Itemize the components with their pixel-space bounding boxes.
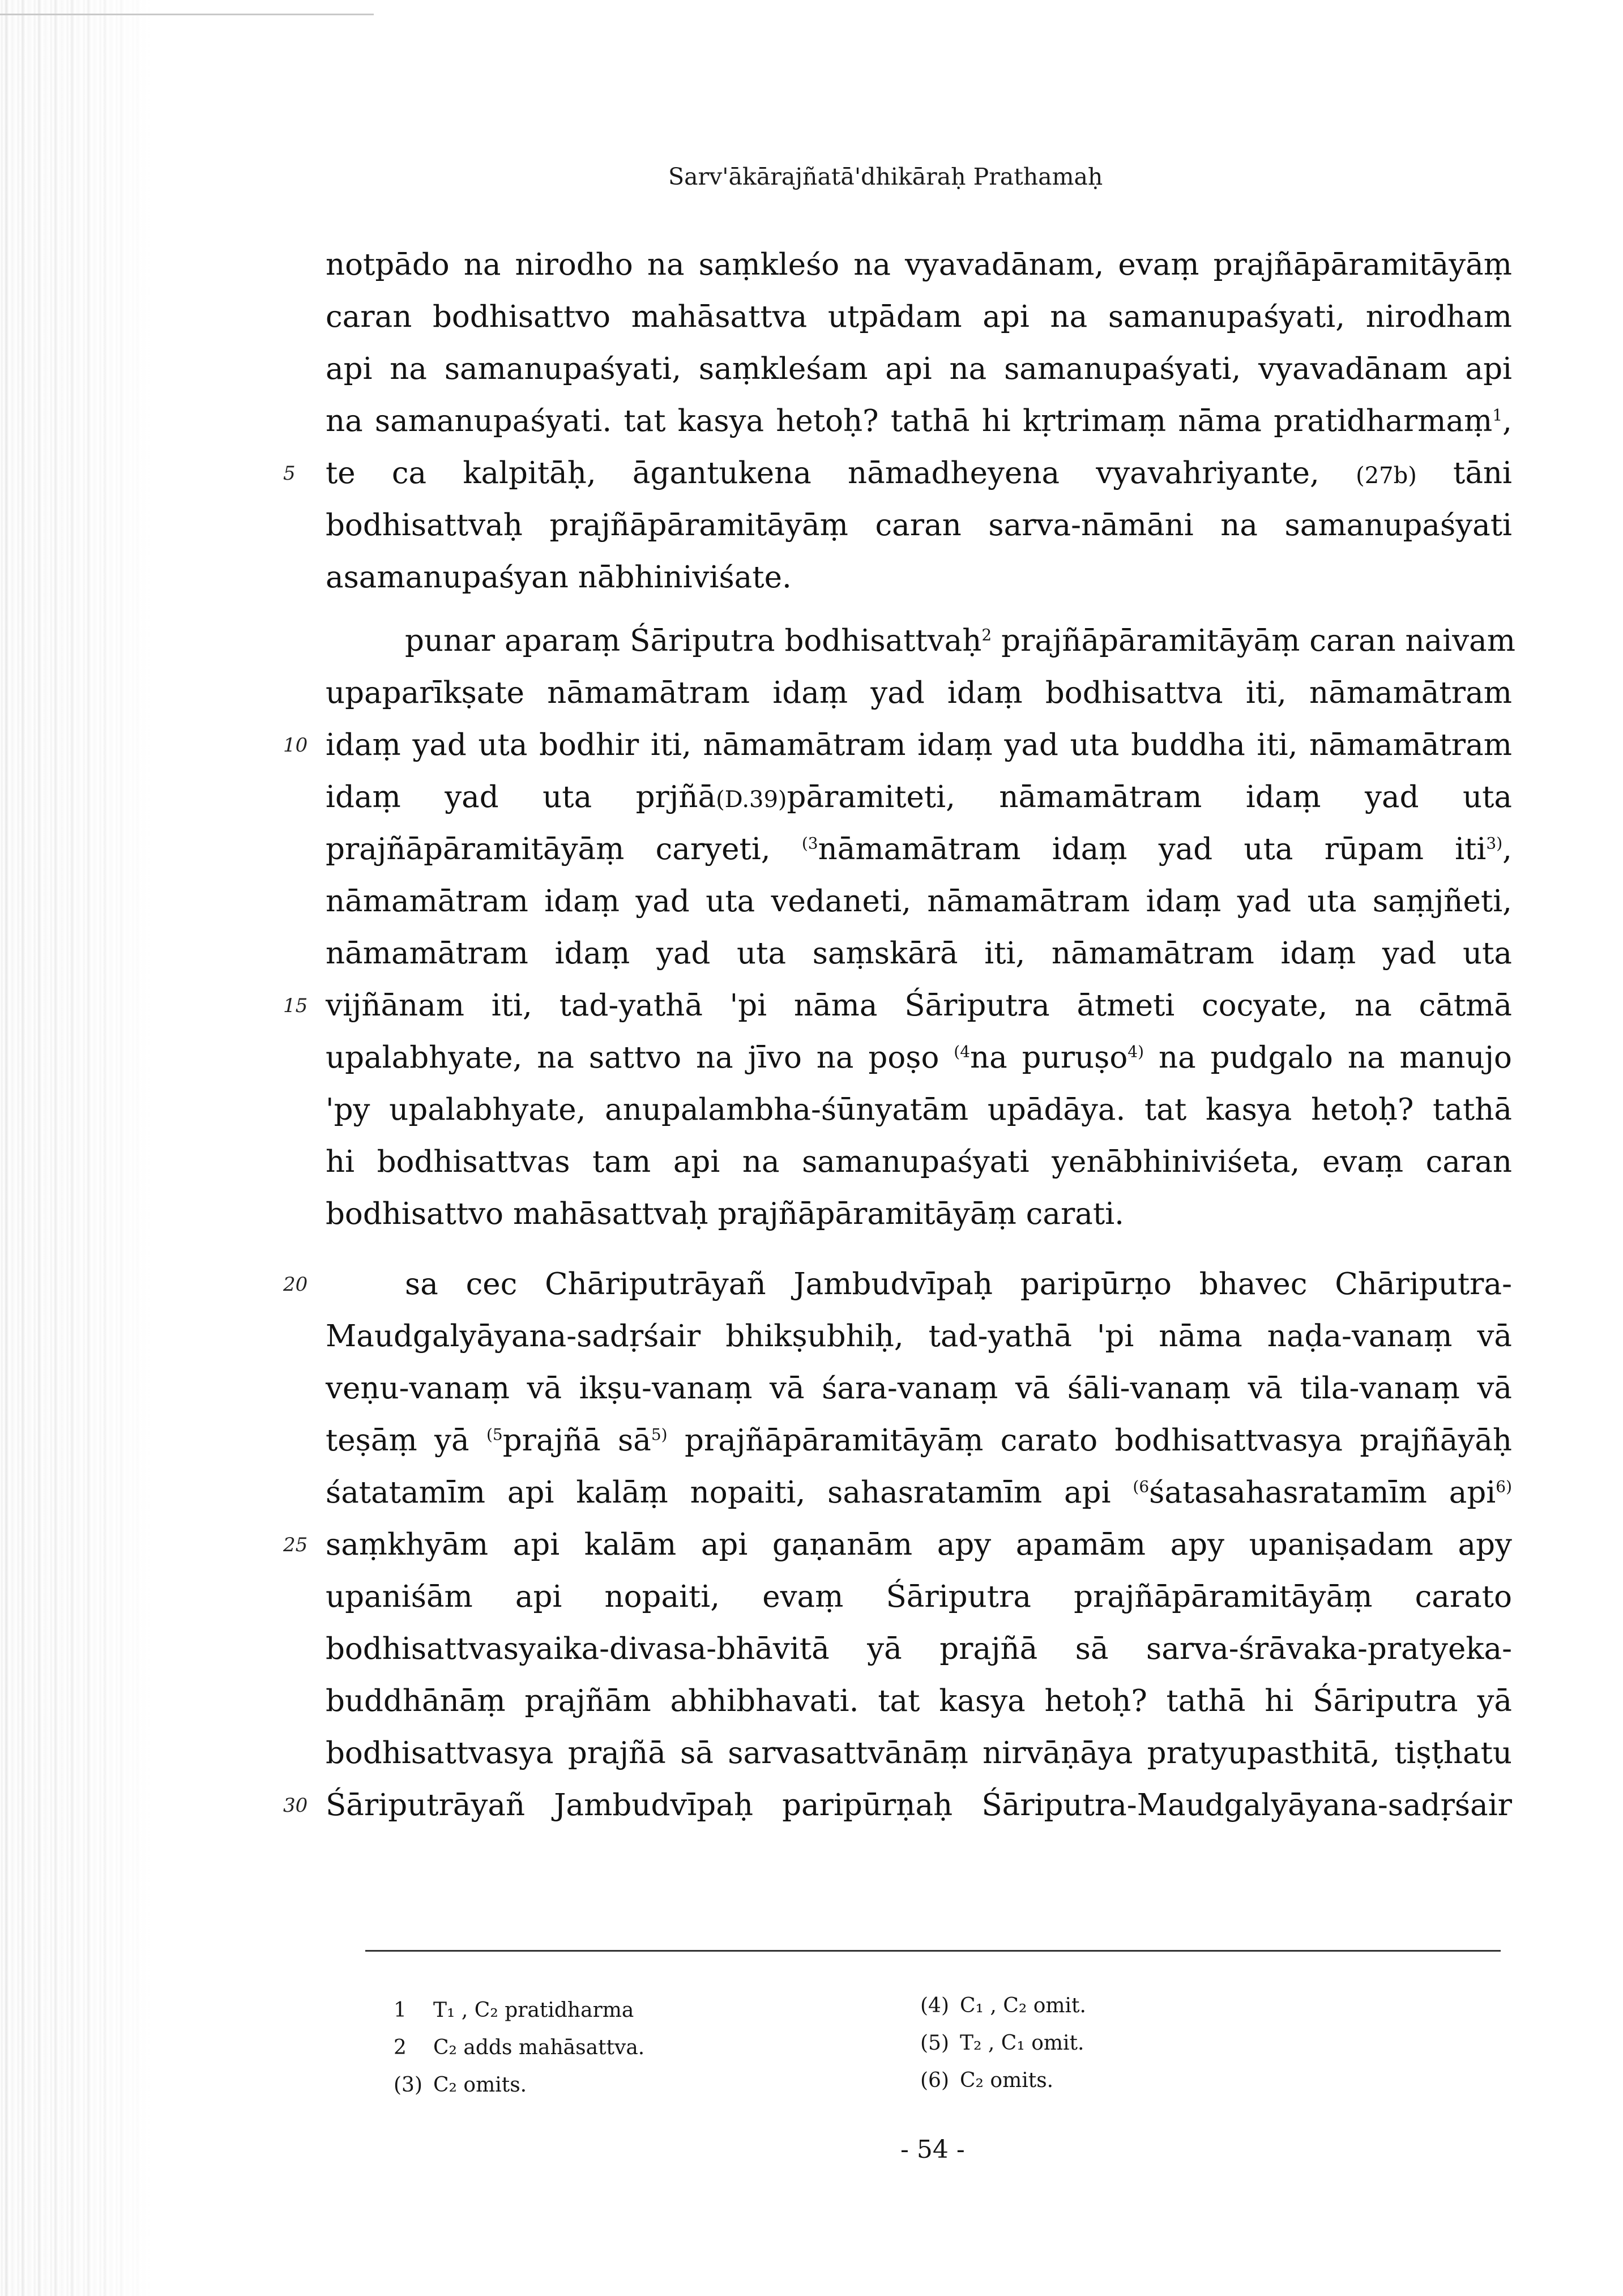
body-line-23-tail: prajñāpāramitāyāṃ carato bodhisattvasya prajñāyāḥ [684,1423,1512,1458]
footnote-4 [920,1989,1086,2023]
body-line-2: caran bodhisattvo mahāsattva utpādam api na samanupaśyati, nirodham [326,300,1512,334]
body-line-22: veṇu-vanaṃ vā ikṣu-vanaṃ vā śara-vanaṃ vā śāli-vanaṃ vā tila-vanaṃ vā [326,1371,1512,1406]
body-line-7: asamanupaśyan nābhiniviśate. [326,560,792,595]
line-number-20: 20 [283,1273,308,1296]
footnote-marker-6-close: 6) [1496,1477,1512,1496]
body-line-24 [326,1467,1512,1519]
body-line-5-text: te ca kalpitāḥ, āgantukena nāmadheyena vyavahriyante, [326,456,1319,490]
body-line-26: upaniśām api nopaiti, evaṃ Śāriputra prajñāpāramitāyāṃ carato [326,1580,1512,1614]
footnote-1-number: 1 [394,1999,407,2022]
body-line-8 [405,615,1515,667]
body-line-16-mid: na puruṣo [970,1040,1128,1075]
body-line-12-tail: nāmamātram idaṃ yad uta rūpam iti [818,832,1487,867]
footnote-5-number: (5) [920,2032,949,2055]
body-line-11 [326,771,1512,823]
body-line-28: buddhānāṃ prajñām abhibhavati. tat kasya hetoḥ? tathā hi Śāriputra yā [326,1684,1512,1718]
body-line-6: bodhisattvaḥ prajñāpāramitāyāṃ caran sarva-nāmāni na samanupaśyati [326,508,1512,543]
footnote-2-number: 2 [394,2036,407,2059]
footnote-marker-2: 2 [981,625,992,645]
footnote-marker-3-close: 3) [1486,834,1503,853]
body-line-29: bodhisattvasya prajñā sā sarvasattvānāṃ nirvāṇāya pratyupasthitā, tiṣṭhatu [326,1736,1512,1770]
footnote-5 [920,2026,1084,2060]
body-line-16-tail: na pudgalo na manujo [1158,1040,1512,1075]
footnote-2-text: C₂ adds mahāsattva. [433,2036,645,2059]
body-line-21: Maudgalyāyana-sadṛśair bhikṣubhiḥ, tad-yathā 'pi nāma naḍa-vanaṃ vā [326,1319,1512,1354]
body-line-3: api na samanupaśyati, saṃkleśam api na samanupaśyati, vyavadānam api [326,352,1512,386]
body-line-23-text: teṣāṃ yā [326,1423,469,1458]
body-line-1: notpādo na nirodho na saṃkleśo na vyavadānam, evaṃ prajñāpāramitāyāṃ [326,247,1512,282]
body-line-9: upaparīkṣate nāmamātram idaṃ yad idaṃ bodhisattva iti, nāmamātram [326,676,1512,710]
folio-ref-27b: (27b) [1356,463,1417,489]
footnote-marker-4-open: (4 [954,1042,971,1061]
line-number-30: 30 [283,1794,308,1817]
footnote-marker-5-open: (5 [486,1425,503,1444]
running-head: Sarv'ākārajñatā'dhikāraḥ Prathamaḥ [668,163,1103,190]
footnote-marker-4-close: 4) [1127,1042,1144,1061]
footnote-marker-1: 1 [1492,406,1503,425]
body-line-13: nāmamātram idaṃ yad uta vedaneti, nāmamātram idaṃ yad uta saṃjñeti, [326,884,1512,919]
footnote-1-text: T₁ , C₂ pratidharma [433,1999,634,2022]
footnote-6-text: C₂ omits. [960,2069,1054,2092]
body-line-23-mid: prajñā sā [502,1423,651,1458]
body-line-24-tail: śatasahasratamīm api [1149,1475,1496,1510]
body-line-15: vijñānam iti, tad-yathā 'pi nāma Śāriputra ātmeti cocyate, na cātmā [326,988,1512,1023]
body-line-5 [326,447,1512,500]
footnote-6 [920,2064,1053,2098]
footnote-6-number: (6) [920,2069,949,2092]
body-line-25: saṃkhyām api kalām api gaṇanām apy apamām apy upaniṣadam apy [326,1527,1512,1562]
footnote-3-number: (3) [394,2073,422,2097]
body-line-23 [326,1415,1512,1467]
line-number-25: 25 [283,1534,308,1556]
body-line-11-text: idaṃ yad uta prjñā [326,780,716,814]
body-line-16 [326,1032,1512,1084]
body-line-11-tail: pāramiteti, nāmamātram idaṃ yad uta [787,780,1512,814]
body-line-10: idaṃ yad uta bodhir iti, nāmamātram idaṃ yad uta buddha iti, nāmamātram [326,728,1512,762]
body-line-8-text: punar aparaṃ Śāriputra bodhisattvaḥ [405,624,982,658]
footnote-4-number: (4) [920,1994,949,2017]
line-number-10: 10 [283,734,308,757]
body-line-4: na samanupaśyati. tat kasya hetoḥ? tathā hi kṛtrimaṃ nāma pratidharmaṃ$^1$, [326,404,1512,438]
footnote-rule [365,1950,1501,1952]
line-number-5: 5 [283,462,296,485]
body-line-19: bodhisattvo mahāsattvaḥ prajñāpāramitāyāṃ carati. [326,1197,1124,1231]
footnote-3 [394,2068,527,2102]
body-line-24-text: śatatamīm api kalāṃ nopaiti, sahasratamīm api [326,1475,1111,1510]
body-line-12: prajñāpāramitāyāṃ caryeti, $^{(3}$nāmamātram idaṃ yad uta rūpam iti$^{3)}$, [326,832,1512,867]
footnote-marker-3-open: (3 [801,834,818,853]
body-line-4-text: na samanupaśyati. tat kasya hetoḥ? tathā hi kṛtrimaṃ nāma pratidharmaṃ [326,404,1493,438]
body-line-18: hi bodhisattvas tam api na samanupaśyati yenābhiniviśeta, evaṃ caran [326,1145,1512,1179]
footnote-4-text: C₁ , C₂ omit. [960,1994,1086,2017]
footnote-3-text: C₂ omits. [433,2073,527,2097]
body-line-12-text: prajñāpāramitāyāṃ caryeti, [326,832,771,867]
footnote-marker-6-open: (6 [1133,1477,1150,1496]
body-line-30: Śāriputrāyañ Jambudvīpaḥ paripūrṇaḥ Śāriputra-Maudgalyāyana-sadṛśair [326,1788,1512,1823]
footnote-5-text: T₂ , C₁ omit. [960,2032,1084,2055]
footnote-2 [394,2031,644,2065]
line-number-15: 15 [283,995,308,1017]
footnote-1 [394,1994,634,2028]
page-number: - 54 - [900,2135,965,2164]
body-line-14: nāmamātram idaṃ yad uta saṃskārā iti, nāmamātram idaṃ yad uta [326,936,1512,971]
body-line-16-text: upalabhyate, na sattvo na jīvo na poṣo [326,1040,939,1075]
body-line-8-tail: prajñāpāramitāyāṃ caran naivam [1001,624,1515,658]
body-line-20: sa cec Chāriputrāyañ Jambudvīpaḥ paripūrṇo bhavec Chāriputra- [405,1267,1512,1301]
body-line-5-tail: tāni [1453,456,1513,490]
body-line-17: 'py upalabhyate, anupalambha-śūnyatām upādāya. tat kasya hetoḥ? tathā [326,1092,1512,1127]
body-line-27: bodhisattvasyaika-divasa-bhāvitā yā prajñā sā sarva-śrāvaka-pratyeka- [326,1632,1512,1666]
folio-ref-d39: (D.39) [716,787,787,813]
footnote-marker-5-close: 5) [651,1425,668,1444]
